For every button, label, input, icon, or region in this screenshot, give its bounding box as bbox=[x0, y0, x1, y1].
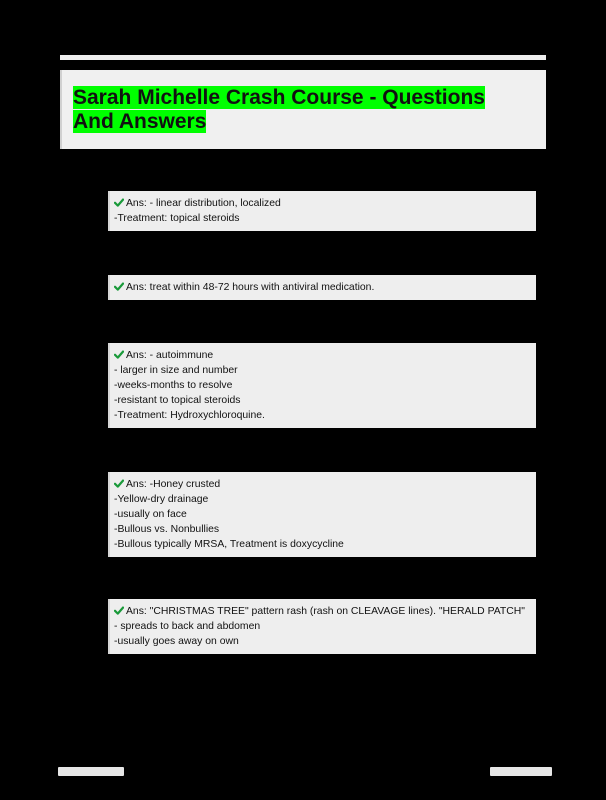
title-box bbox=[60, 70, 546, 149]
answer-line bbox=[114, 348, 528, 363]
check-icon bbox=[114, 350, 124, 359]
answer-line bbox=[114, 211, 528, 226]
answer-line bbox=[114, 477, 528, 492]
check-icon bbox=[114, 282, 124, 291]
answer-line bbox=[114, 363, 528, 378]
answer-text: -usually goes away on own bbox=[114, 636, 239, 647]
answer-text: Ans: "CHRISTMAS TREE" pattern rash (rash on CLEAVAGE lines). "HERALD PATCH" - spreads to back and abdomen bbox=[114, 606, 528, 632]
check-icon bbox=[114, 606, 124, 615]
answer-text: Ans: - linear distribution, localized bbox=[126, 198, 281, 209]
answer-line bbox=[114, 634, 528, 649]
answer-box-5 bbox=[108, 599, 536, 654]
answer-line bbox=[114, 604, 528, 634]
answer-text: -Bullous typically MRSA, Treatment is doxycycline bbox=[114, 539, 344, 550]
answer-text: -Bullous vs. Nonbullies bbox=[114, 524, 220, 535]
answer-text: -Treatment: Hydroxychloroquine. bbox=[114, 410, 265, 421]
answer-line bbox=[114, 280, 528, 295]
answer-text: -usually on face bbox=[114, 509, 187, 520]
answer-text: -resistant to topical steroids bbox=[114, 395, 241, 406]
answer-line bbox=[114, 492, 528, 507]
check-icon bbox=[114, 198, 124, 207]
answer-text: -Yellow-dry drainage bbox=[114, 494, 209, 505]
answer-line bbox=[114, 393, 528, 408]
top-divider bbox=[60, 55, 546, 60]
page-title-highlight: Sarah Michelle Crash Course - Questions And Answers bbox=[73, 86, 485, 133]
answer-line bbox=[114, 522, 528, 537]
answer-text: -Treatment: topical steroids bbox=[114, 213, 240, 224]
answer-line bbox=[114, 196, 528, 211]
page-title bbox=[73, 86, 523, 134]
answer-box-2 bbox=[108, 275, 536, 300]
footer-right-watermark bbox=[490, 767, 552, 776]
answer-box-1 bbox=[108, 191, 536, 231]
answer-line bbox=[114, 378, 528, 393]
answer-box-3 bbox=[108, 343, 536, 428]
check-icon bbox=[114, 479, 124, 488]
answer-line bbox=[114, 537, 528, 552]
answer-text: Ans: treat within 48-72 hours with antiviral medication. bbox=[126, 282, 375, 293]
answer-text: - larger in size and number bbox=[114, 365, 238, 376]
answer-text: Ans: -Honey crusted bbox=[126, 479, 221, 490]
answer-line bbox=[114, 507, 528, 522]
answer-text: -weeks-months to resolve bbox=[114, 380, 233, 391]
answer-text: Ans: - autoimmune bbox=[126, 350, 214, 361]
footer-left-watermark bbox=[58, 767, 124, 776]
answer-line bbox=[114, 408, 528, 423]
answer-box-4 bbox=[108, 472, 536, 557]
